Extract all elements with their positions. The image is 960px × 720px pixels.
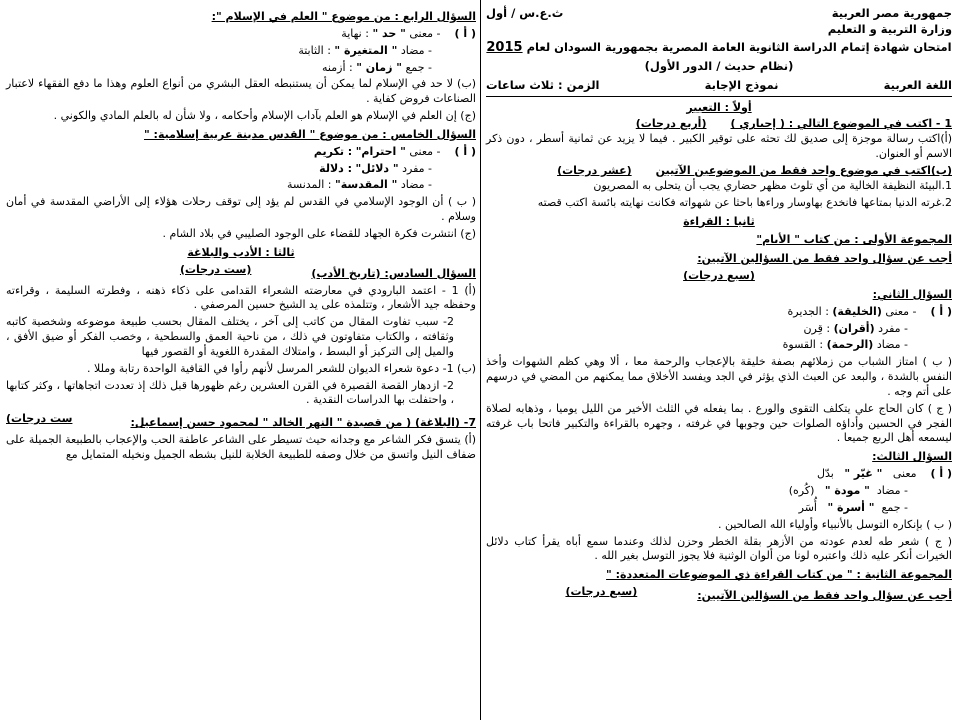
country-name: جمهورية مصر العربية — [831, 6, 952, 20]
q7-grade: ست درجات) — [6, 412, 73, 426]
q4-a1: ( أ ) - معنى " حد " : نهاية — [341, 26, 476, 40]
column-divider — [480, 0, 481, 720]
q1-grade: (أربع درجات) — [635, 117, 707, 131]
g1-instr: أجب عن سؤال واحد فقط من السؤالين الآتيين: — [697, 252, 952, 266]
q7-title: 7- (البلاغة) ( من قصيدة " النهر الخالد " لمحمود حسن إسماعيل: — [130, 416, 476, 430]
right-column — [486, 6, 952, 606]
exam-system: (نظام حديث / الدور الأول) — [644, 58, 794, 73]
q5-a1: ( أ ) - معنى " احترام" : تكريم — [313, 144, 476, 158]
q5-a3: - مضاد " المقدسة" : المدنسة — [287, 178, 432, 192]
exam-year: 2015 — [486, 40, 523, 56]
exam-code: ث.ع.س / أول — [486, 6, 564, 20]
subject: اللغة العربية — [883, 78, 952, 93]
q5-b: ( ب ) أن الوجود الإسلامي في القدس لم يؤد إلى توقف رحلات هؤلاء إلى الأراضي المقدسة في أمان وسلام . — [6, 195, 476, 224]
q1-title: 1 - اكتب في الموضوع التالي : ( إجباري ) — [730, 117, 952, 131]
q1-b2: 2.غرته الدنيا بمتاعها فانخدع بهاوسار وراءها باحثا عن شهواته فكانت نهايته بائسة اكتب قصته — [537, 195, 952, 209]
q1-b-title: (ب)اكتب في موضوع واحد فقط من الموضوعين الآتيين — [655, 163, 952, 177]
q7-a: (أ) يتسق فكر الشاعر مع وجدانه حيث تسيطر على الشاعر عاطفة الحب والإعجاب بالطبيعة الجميلة على ضفاف النيل واتسق من خلال وصفه للطبيعة الخلابة للنيل بشطه الجميل ونخيله المتمايل مع — [6, 433, 476, 461]
q6-a2: 2- سبب تفاوت المقال من كاتب إلى آخر ، يختلف المقال بحسب طبيعة موضوعه وشخصية كاتبه وثقافته ، والكتاب متفاوتون في ذلك ، من ناحية العمق والسطحية ، وخصب الفكر أو ضيق الأفق ، والميل إلى التركيز أو البسط ، وامتلاك المقدرة اللغوية أو القصور فيها — [6, 315, 454, 358]
part3-title: ثالثا : الأدب والبلاغة — [187, 245, 295, 259]
exam-time: الزمن : ثلاث ساعات — [486, 78, 600, 93]
exam-title: امتحان شهادة إتمام الدراسة الثانوية العامة المصرية بجمهورية السودان لعام 2015 — [486, 40, 952, 56]
q2-title: السؤال الثاني: — [872, 287, 952, 301]
part1-title: أولاً : التعبير — [686, 100, 752, 114]
q4-c: (ج) إن العلم في الإسلام هو العلم بآداب الإسلام وأحكامه ، ولا شأن له بالعلم المادي والكوني . — [53, 109, 476, 123]
q6-a1: (أ) 1 - اعتمد البارودي في معارضته الشعراء القدامى على ذكاء ذهنه ، وفطرته السليمة ، وقراءته وحفظه جيد الأشعار ، وتتلمذه على يد الشيخ حسين المرصفي . — [6, 283, 476, 312]
q2-c: ( ج ) كان الحاج علي يتكلف التقوى والورع . بما يفعله في الثلث الأخير من الليل يوميا ، وذهابه لصلاة الفجر في الحسين وأداؤه الصلوات حين وجوبها في غرفته ، وجهره بالقراءة والتكبير فاتحا باب غرفته ليسمعه أهل الربع جميعا . — [486, 401, 952, 445]
q5-a2: - مفرد " دلائل" : دلالة — [319, 161, 432, 175]
q3-c: ( ج ) شعر طه لعدم عودته من الأزهر بقلة الخطر وحزن لذلك وعندما سمع أباه يقرأ كتاب دلائل الخيرات أنكر عليه ذلك واعتبره لونا من ألوان الوثنية فلا يجوز التوسل بغير الله . — [486, 534, 952, 563]
ministry-name: وزارة التربية و التعليم — [827, 21, 952, 36]
q6-title: السؤال السادس: (تاريخ الأدب) — [311, 266, 476, 280]
g2-instr: أجب عن سؤال واحد فقط من السؤالين الآتيين: — [697, 589, 952, 603]
q2-a1: ( أ ) - معنى (الخليقة) : الجديرة — [787, 304, 952, 318]
g1-grade: (سبع درجات) — [683, 269, 755, 283]
q3-a3: - جمع " أسرة " أُسَر — [798, 500, 908, 514]
q5-title: السؤال الخامس : من موضوع " القدس مدينة عربية إسلامية: " — [143, 127, 476, 141]
g2-title: المجموعة الثانية : " من كتاب القراءة ذي الموضوعات المتعددة: " — [606, 568, 952, 582]
q6-b1: (ب) 1- دعوة شعراء الديوان للشعر المرسل لأنهم رأوا في القافية الواحدة رتابة ومللا . — [87, 361, 476, 375]
q4-title: السؤال الرابع : من موضوع " العلم في الإسلام ": — [211, 10, 476, 23]
q6-grade: (ست درجات) — [179, 262, 252, 276]
g2-grade: (سبع درجات) — [565, 585, 638, 599]
q3-b: ( ب ) بإنكاره التوسل بالأنبياء وأولياء الله الصالحين . — [717, 517, 952, 531]
q4-b: (ب) لا حد في الإسلام لما يمكن أن يستنبطه العقل البشري من أنواع العلوم وهذا ما دفع الفقهاء لاعتبار الصناعات فروض كفاية . — [6, 77, 476, 106]
q2-a2: - مفرد (أقران) : قِرن — [803, 321, 908, 335]
part2-title: ثانيا : القراءة — [683, 214, 755, 228]
q1-b-grade: (عشر درجات) — [557, 163, 632, 177]
q4-a3: - جمع " زمان " : أزمنه — [322, 60, 432, 74]
q6-b2: 2- ازدهار القصة القصيرة في القرن العشرين رغم ظهورها قبل ذلك إذ تعددت اتجاهاتها ، وكثر كتابها ، واحتفلت بها الدراسات النقدية . — [6, 378, 454, 407]
q2-b: ( ب ) امتاز الشباب من زملائهم بصفة خليقة بالإعجاب والرحمة معا ، ألا وهي كظم الشهوات وأخذ النفس بالشدة ، والبعد عن العبث الذي يؤثر في الجد ويفسد الأخلاق مما يمكنهم من المضي في درسهم على أتم وجه . — [486, 355, 952, 398]
q5-c: (ج) انتشرت فكرة الجهاد للقضاء على الوجود الصليبي في بلاد الشام . — [162, 226, 476, 240]
q4-a2: - مضاد " المتغيرة " : الثابتة — [298, 43, 432, 57]
q3-a2: - مضاد " مودة " (كُره) — [788, 484, 908, 498]
q3-a1: ( أ ) معنى " غيّر " بدّل — [817, 467, 952, 481]
g1-title: المجموعة الأولى : من كتاب " الأيام" — [756, 233, 952, 247]
q1-a: (أ)اكتب رسالة موجزة إلى صديق لك تحثه على توقير الكبير . فيما لا يزيد عن ثمانية أسطر ، دون ذكر الاسم أو العنوان. — [486, 132, 952, 161]
q3-title: السؤال الثالث: — [872, 450, 952, 464]
q2-a3: - مضاد (الرحمة) : القسوة — [782, 338, 908, 352]
answer-model: نموذج الإجابة — [704, 78, 779, 93]
q1-b1: 1.البيئة النظيفة الخالية من أي تلوث مظهر حضاري يجب أن يتحلى به المصريون — [593, 178, 952, 192]
subject-row — [486, 78, 952, 97]
left-column — [6, 6, 476, 465]
